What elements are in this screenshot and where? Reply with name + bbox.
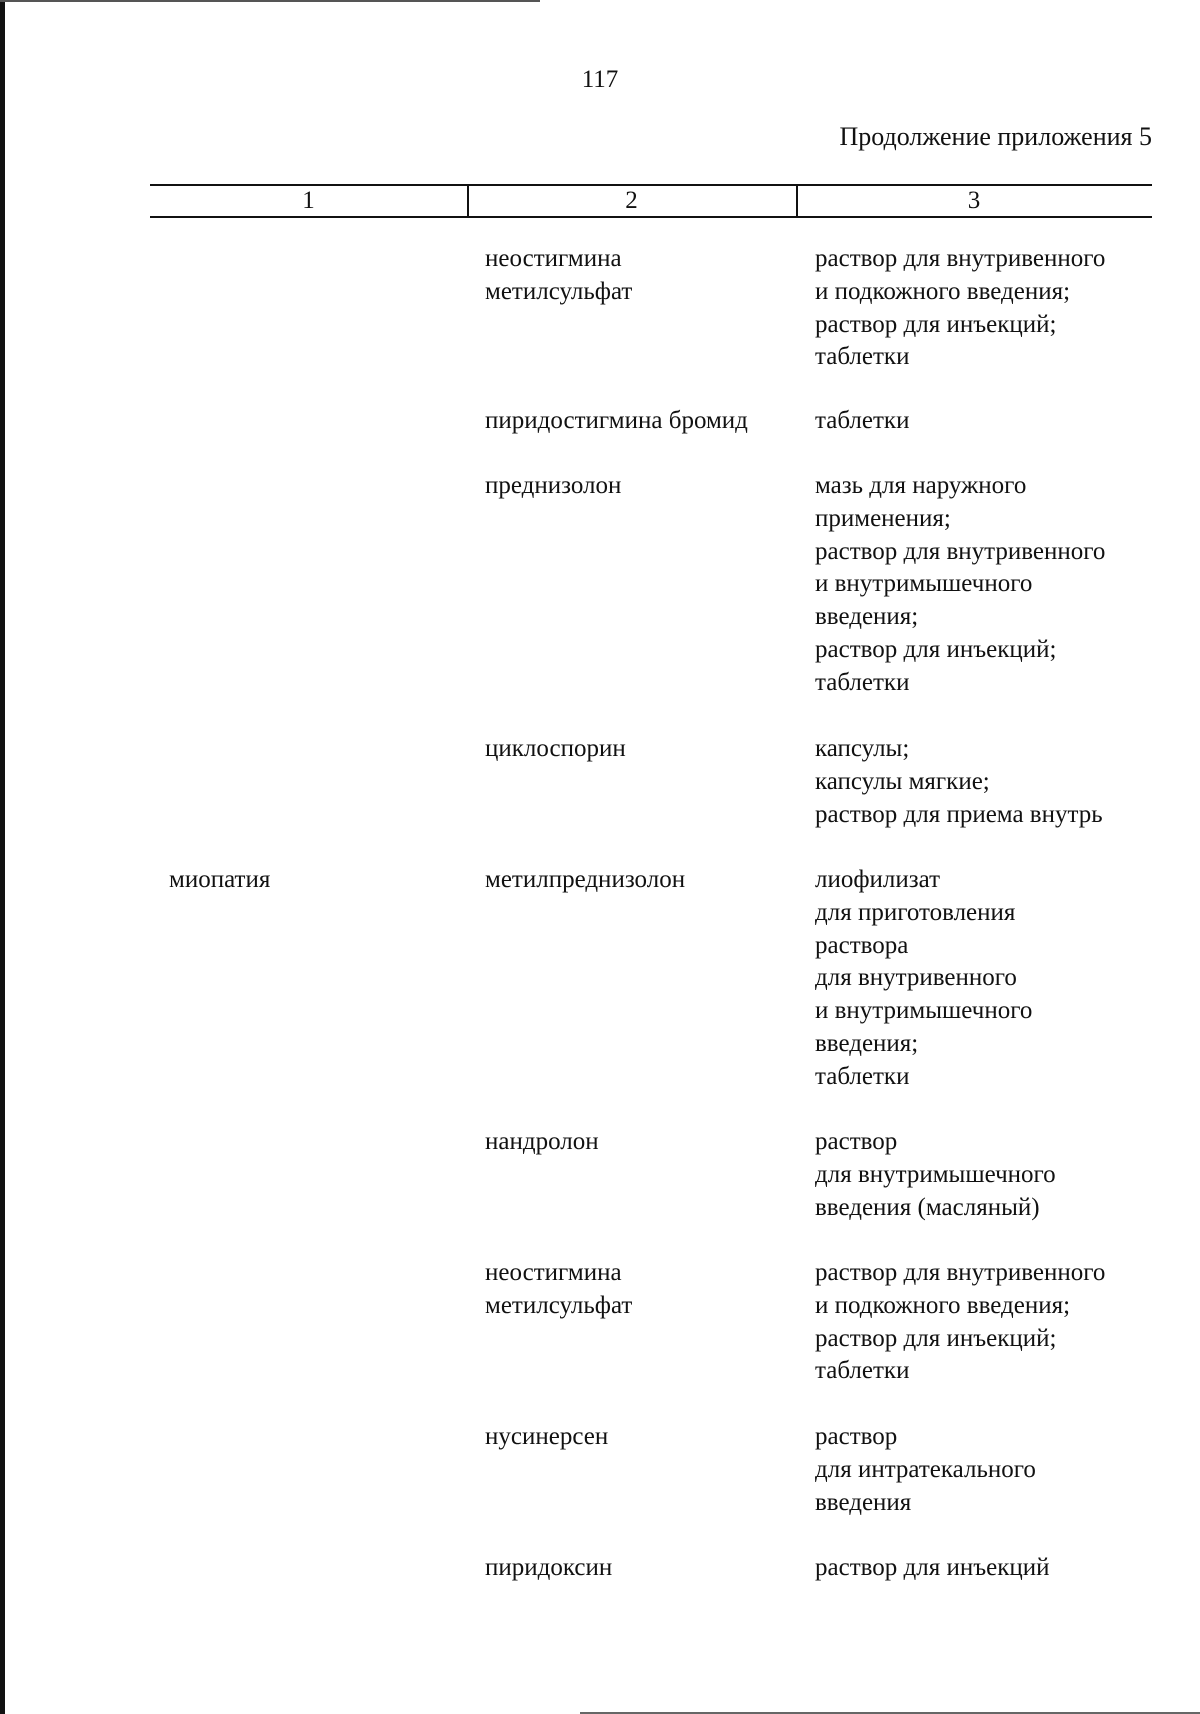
drug-cell: циклоспорин — [485, 735, 626, 762]
page-number: 117 — [581, 66, 619, 93]
dosage-form-cell: раствор для интратекального введения — [815, 1423, 1036, 1516]
scan-edge-left — [0, 0, 5, 1714]
dosage-form-cell: раствор для внутримышечного введения (масляный) — [815, 1128, 1056, 1221]
drug-cell: неостигмина метилсульфат — [485, 1259, 633, 1319]
dosage-form-cell: капсулы; капсулы мягкие; раствор для приема внутрь — [815, 735, 1103, 828]
drug-cell: нандролон — [485, 1128, 599, 1155]
column-header-2: 2 — [625, 187, 638, 214]
dosage-form-cell: мазь для наружного применения; раствор для внутривенного и внутримышечного введения; раствор для инъекций; таблетки — [815, 472, 1106, 696]
continuation-title: Продолжение приложения 5 — [839, 122, 1152, 151]
dosage-form-cell: раствор для внутривенного и подкожного введения; раствор для инъекций; таблетки — [815, 245, 1106, 371]
column-header-1: 1 — [302, 187, 315, 214]
disease-cell: миопатия — [169, 866, 271, 893]
column-header-3: 3 — [967, 187, 981, 214]
drug-cell: пиридоксин — [485, 1554, 613, 1581]
drug-cell: преднизолон — [485, 472, 622, 499]
dosage-form-cell: раствор для инъекций — [815, 1554, 1050, 1581]
dosage-form-cell: раствор для внутривенного и подкожного введения; раствор для инъекций; таблетки — [815, 1259, 1106, 1385]
scan-edge-top — [0, 0, 540, 2]
dosage-form-cell: лиофилизат для приготовления раствора для внутривенного и внутримышечного введения; таблетки — [815, 866, 1033, 1090]
dosage-form-cell: таблетки — [815, 407, 910, 434]
drug-cell: пиридостигмина бромид — [485, 407, 748, 434]
drug-cell: метилпреднизолон — [485, 866, 686, 893]
drug-cell: неостигмина метилсульфат — [485, 245, 633, 305]
drug-cell: нусинерсен — [485, 1423, 609, 1450]
